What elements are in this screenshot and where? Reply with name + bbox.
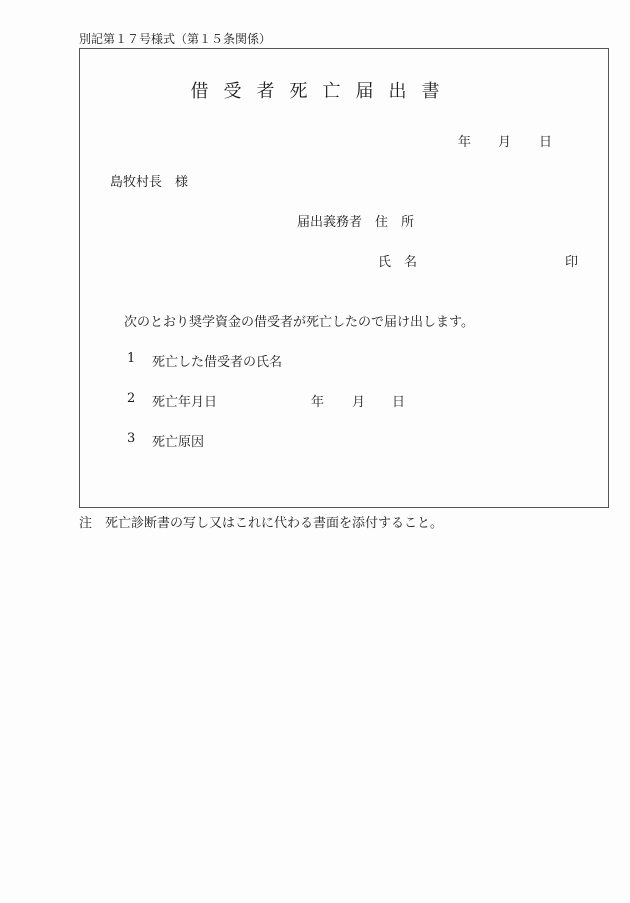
death-date-day-label: 日	[392, 395, 406, 410]
death-date-year-label: 年	[311, 395, 325, 410]
date-year-label: 年	[458, 135, 472, 150]
item-number: 1	[127, 351, 136, 366]
notifier-address-label: 届出義務者 住 所	[297, 215, 415, 230]
date-month-label: 月	[498, 135, 512, 150]
notifier-name-label: 氏 名	[378, 255, 418, 270]
item-number: 3	[127, 431, 136, 446]
date-day-label: 日	[539, 135, 553, 150]
addressee: 島牧村長 様	[110, 175, 189, 190]
form-number-label: 別記第１７号様式（第１５条関係）	[79, 32, 272, 46]
seal-mark: 印	[565, 255, 579, 270]
item-number: 2	[127, 391, 136, 406]
document-title: 借受者死亡届出書	[190, 81, 455, 102]
body-text: 次のとおり奨学資金の借受者が死亡したので届け出します。	[124, 315, 474, 330]
item-label: 死亡年月日	[152, 395, 218, 410]
death-date-month-label: 月	[352, 395, 366, 410]
footnote: 注 死亡診断書の写し又はこれに代わる書面を添付すること。	[79, 516, 444, 531]
item-label: 死亡原因	[152, 435, 205, 450]
item-label: 死亡した借受者の氏名	[152, 355, 283, 370]
